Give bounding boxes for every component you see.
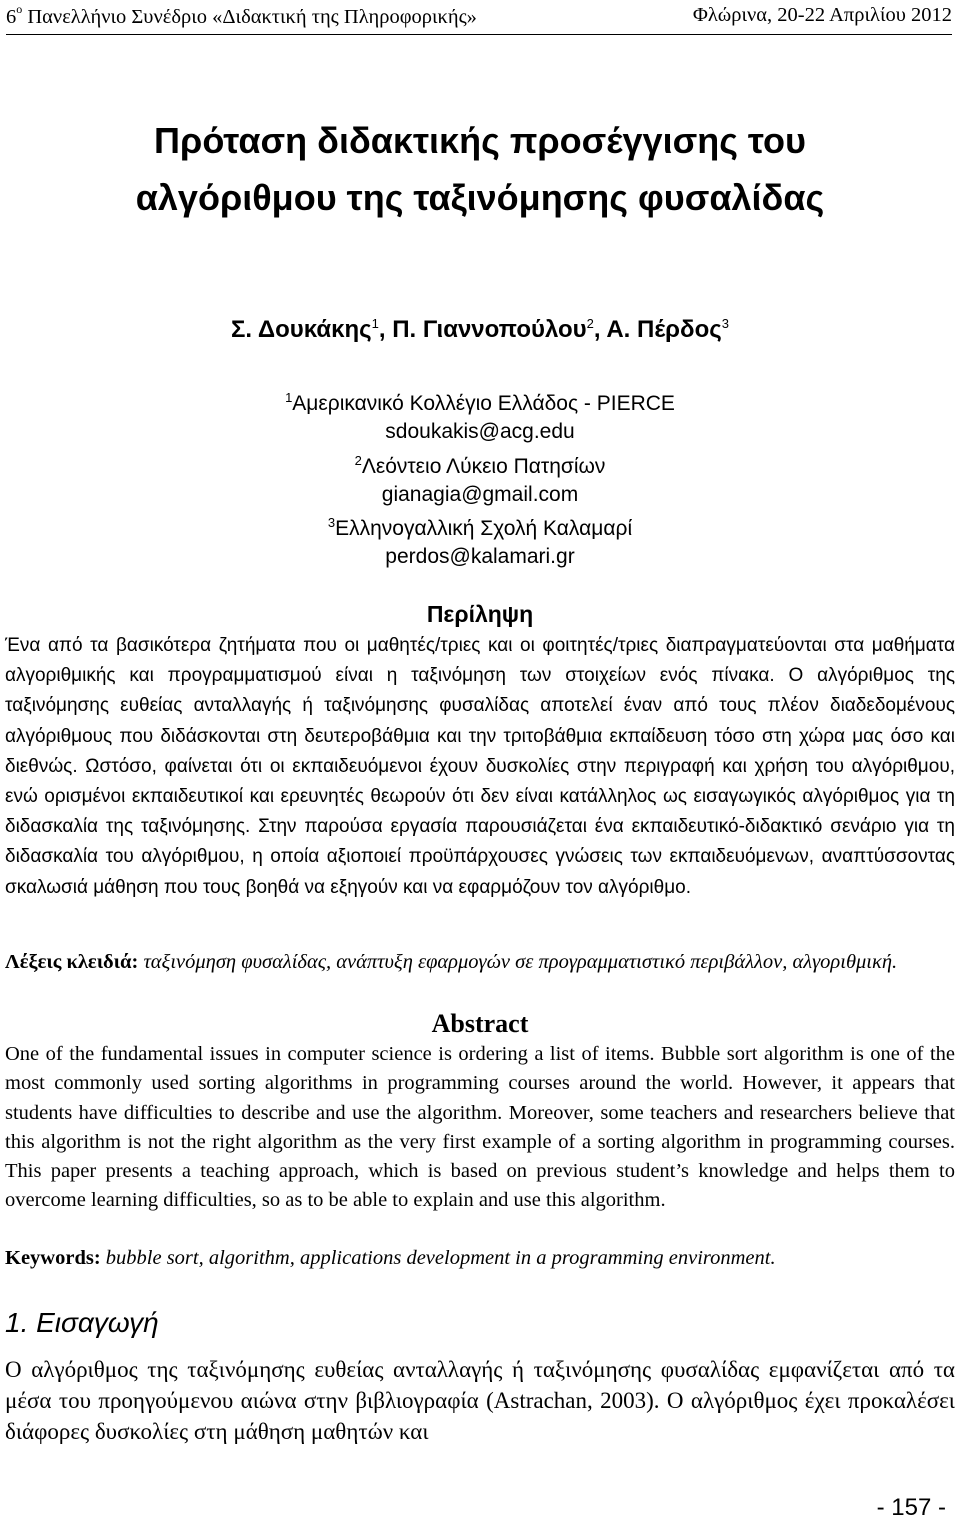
- author-list: Σ. Δουκάκης$^1$, Π. Γιαννοπούλου$^2$, Α. Πέρδος$^3$: [231, 316, 729, 343]
- paper-title: [0, 112, 960, 226]
- affiliation-institution: $^1$Αμερικανικό Κολλέγιο Ελλάδος - PIERCE: [285, 390, 675, 415]
- introduction-text: Ο αλγόριθμος της ταξινόμησης ευθείας ανταλλαγής ή ταξινόμησης φυσαλίδας εμφανίζεται από τα μέσα του προηγούμενου αιώνα στην βιβλιογραφία (Astrachan, 2003). Ο αλγόριθμος έχει προκαλέσει διάφορες δυσκολίες στη μάθηση μαθητών και: [5, 1357, 955, 1444]
- keywords-en-label: Keywords:: [5, 1247, 101, 1269]
- affiliation-email: sdoukakis@acg.edu: [385, 420, 575, 444]
- title-line-1: Πρόταση διδακτικής προσέγγισης του: [154, 120, 806, 161]
- affiliation-list: [0, 384, 960, 572]
- abstract-en-text: One of the fundamental issues in computer science is ordering a list of items. Bubble sort algorithm is one of the most commonly used sorting algorithms in programming courses around the world. However, it appears that students have difficulties to describe and use the algorithm. Moreover, some teachers and researchers believe that this algorithm is not the right algorithm as the very first example of a sorting algorithm in programming courses. This paper presents a teaching approach, which is based on previous student’s knowledge and helps them to overcome learning difficulties, so as to be able to explain and use this algorithm.: [5, 1043, 955, 1212]
- section-heading-introduction: 1. Εισαγωγή: [5, 1307, 159, 1338]
- keywords-en: [5, 1244, 955, 1273]
- author: Σ. Δουκάκης$^1$: [231, 316, 379, 343]
- affiliation-email: gianagia@gmail.com: [381, 482, 579, 506]
- conference-location-date: Φλώρινα, 20-22 Απριλίου 2012: [692, 4, 952, 26]
- keywords-gr-label: Λέξεις κλειδιά:: [5, 951, 139, 973]
- title-line-2: αλγόριθμου της ταξινόμησης φυσαλίδας: [135, 177, 825, 218]
- conference-name: $6^o$ Πανελλήνιο Συνέδριο «Διδακτική της Πληροφορικής»: [6, 2, 477, 28]
- abstract-gr-text: Ένα από τα βασικότερα ζητήματα που οι μαθητές/τριες και οι φοιτητές/τριες διαπραγματεύονται στα μαθήματα αλγοριθμικής και προγραμματισμού είναι η ταξινόμηση των στοιχείων ενός πίνακα. Ο αλγόριθμος της ταξινόμησης ευθείας ανταλλαγής ή ταξινόμησης φυσαλίδας αποτελεί έναν από τους πλέον διαδεδομένους αλγόριθμους που διδάσκονται στη δευτεροβάθμια και την τριτοβάθμια εκπαίδευση τόσο στη χώρα μας όσο και διεθνώς. Ωστόσο, φαίνεται ότι οι εκπαιδευόμενοι έχουν δυσκολίες στην περιγραφή και χρήση του αλγόριθμου, ενώ ορισμένοι εκπαιδευτικοί και ερευνητές θεωρούν ότι δεν είναι κατάλληλος ως εισαγωγικός αλγόριθμος για τη διδασκαλία της ταξινόμησης. Στην παρούσα εργασία παρουσιάζεται ένα εκπαιδευτικό-διδακτικό σενάριο για τη διδασκαλία του αλγόριθμου, η οποία αξιοποιεί προϋπάρχουσες γνώσεις των εκπαιδευόμενων, αναπτύσσοντας σκαλωσιά μάθηση που τους βοηθά να εξηγούν και να εφαρμόζουν τον αλγόριθμο.: [5, 635, 955, 898]
- author: Π. Γιαννοπούλου$^2$: [392, 316, 594, 343]
- author: Α. Πέρδος$^3$: [606, 316, 729, 343]
- abstract-gr-heading: Περίληψη: [426, 601, 534, 627]
- running-header: [6, 4, 952, 35]
- page-number: - 157 -: [876, 1494, 946, 1521]
- keywords-en-text: bubble sort, algorithm, applications development in a programming environment.: [100, 1247, 776, 1269]
- affiliation-institution: $^2$Λεόντειο Λύκειο Πατησίων: [354, 452, 606, 478]
- keywords-gr: [5, 948, 955, 977]
- abstract-en-heading: Abstract: [431, 1009, 529, 1038]
- affiliation-institution: $^3$Ελληνογαλλική Σχολή Καλαμαρί: [327, 515, 633, 541]
- affiliation-email: perdos@kalamari.gr: [385, 545, 575, 569]
- keywords-gr-text: ταξινόμηση φυσαλίδας, ανάπτυξη εφαρμογών σε προγραμματιστικό περιβάλλον, αλγοριθμική.: [138, 951, 898, 973]
